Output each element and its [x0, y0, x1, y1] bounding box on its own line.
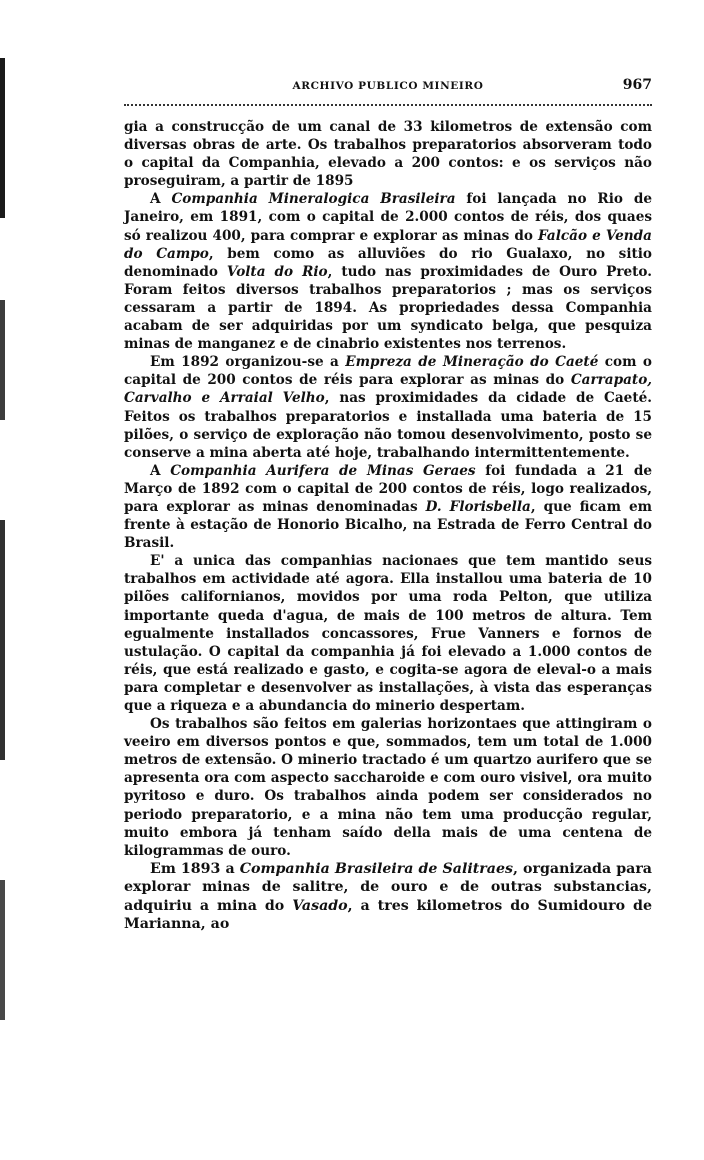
running-header [124, 77, 652, 100]
paragraph [124, 353, 652, 462]
text-run: gia a construcção de um canal de 33 kilometros de extensão com diversas obras de arte. Os trabalhos preparatorios absorveram todo o capital da Companhia, elevado a 200 contos: e os serviços não proseguiram, a partir de 1895 [124, 119, 652, 190]
italic-run: Falcão e Venda do Campo [124, 227, 652, 262]
text-run: foi fundada a 21 de Março de 1892 com o capital de 200 contos de réis, logo realizados, para explorar as minas denominadas [124, 462, 653, 515]
text-run: , bem como as alluviões do rio Gualaxo, no sitio denominado [124, 245, 652, 280]
text-run: , a tres kilometros do Sumidouro de Marianna, ao [124, 897, 653, 933]
paragraph [124, 552, 652, 715]
binding-edge [0, 300, 5, 420]
italic-run: Companhia Mineralogica Brasileira [171, 191, 456, 208]
header-rule [124, 104, 652, 106]
text-run: , tudo nas proximidades de Ouro Preto. Foram feitos diversos trabalhos preparatorios ; mas os serviços cessaram a partir de 1894. As propriedades dessa Companhia acabam de ser adquiridas por um syndicato belga, que pesquiza minas de manganez e de cinabrio existentes nos terrenos. [124, 263, 652, 353]
paragraph [124, 118, 652, 190]
binding-edge [0, 520, 5, 760]
text-run: Os trabalhos são feitos em galerias horizontaes que attingiram o veeiro em diversos pontos e que, sommados, tem um total de 1.000 metros de extensão. O minerio tractado é um quartzo aurifero que se apresenta ora com aspecto saccharoide e com ouro visivel, ora muito pyritoso e duro. Os trabalhos ainda podem ser considerados no periodo preparatorio, e a mina não tem uma producção regular, muito embora já tenham saído della mais de uma centena de kilogrammas de ouro. [124, 716, 652, 859]
italic-run: Empreza de Mineração do Caeté [345, 354, 599, 371]
text-run: Em 1892 organizou-se a [150, 354, 346, 371]
italic-run: Carrapato, Carvalho e Arraial Velho [124, 372, 652, 407]
italic-run: Vasado [292, 897, 348, 914]
text-run: A [150, 462, 171, 479]
italic-run: Volta do Rio [226, 263, 328, 280]
text-run: Em 1893 a [150, 860, 240, 877]
page-number: 967 [622, 77, 652, 93]
italic-run: Companhia Brasileira de Salitraes [239, 860, 513, 877]
text-run: , organizada para explorar minas de salitre, de ouro e de outras substancias, adquiriu a mina do [124, 860, 652, 914]
paragraph [124, 715, 652, 860]
paragraph [124, 860, 652, 934]
paragraph [124, 190, 652, 353]
text-run: foi lançada no Rio de Janeiro, em 1891, com o capital de 2.000 contos de réis, dos quaes só realizou 400, para comprar e explorar as minas do [124, 191, 652, 244]
text-run: E' a unica das companhias nacionaes que tem mantido seus trabalhos em actividade até agora. Ella installou uma bateria de 10 pilões californianos, movidos por uma roda Pelton, que utiliza importante queda d'agua, de mais de 100 metros de altura. Tem egualmente installados concassores, Frue Vanners e fornos de ustulação. O capital da companhia já foi elevado a 1.000 contos de réis, que está realizado e gasto, e cogita-se agora de eleval-o a mais para completar e desenvolver as installações, à vista das esperanças que a riqueza e a abundancia do minerio despertam. [124, 553, 652, 714]
text-run: , que ficam em frente à estação de Honorio Bicalho, na Estrada de Ferro Central do Brasil. [124, 498, 653, 552]
paragraph [124, 462, 652, 552]
italic-run: Companhia Aurifera de Minas Geraes [170, 462, 476, 479]
italic-run: D. Florisbella [425, 498, 531, 515]
body-text [124, 118, 652, 933]
text-run: com o capital de 200 contos de réis para explorar as minas do [124, 354, 652, 389]
text-run: A [150, 191, 172, 208]
text-run: , nas proximidades da cidade de Caeté. Feitos os trabalhos preparatorios e installada uma bateria de 15 pilões, o serviço de exploração não tomou desenvolvimento, posto se conserve a mina aberta até hoje, trabalhando intermittentemente. [124, 390, 652, 461]
running-title: ARCHIVO PUBLICO MINEIRO [292, 80, 484, 92]
binding-edge [0, 58, 5, 218]
binding-edge [0, 880, 5, 1020]
